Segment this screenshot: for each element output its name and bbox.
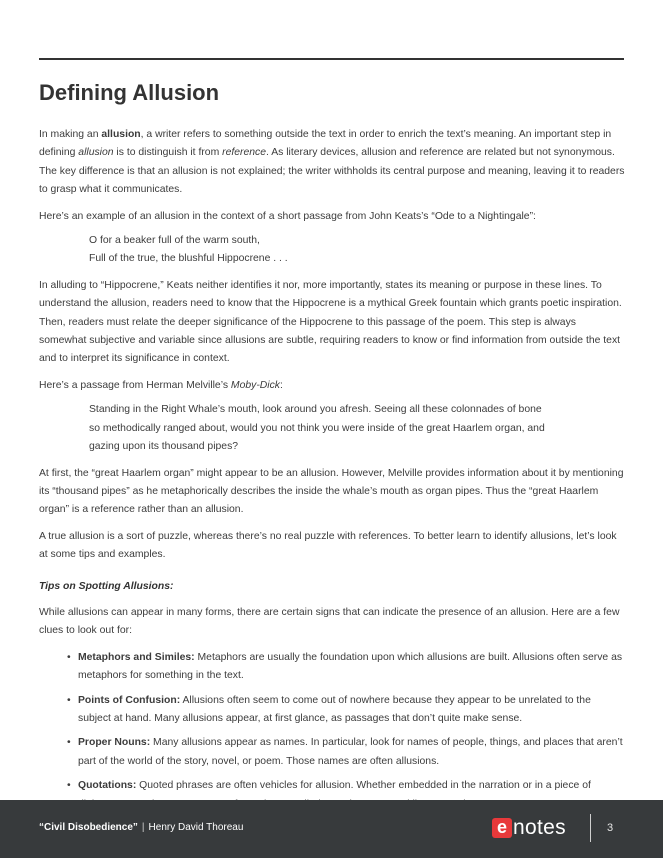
bullet-icon: •: [67, 780, 71, 792]
clues-list: [39, 649, 625, 814]
clue-term: Proper Nouns:: [78, 737, 151, 749]
intro-paragraph: [39, 126, 625, 200]
footer-divider: [590, 814, 591, 842]
melville-quote: [89, 401, 625, 456]
work-title: “Civil Disobedience”: [39, 822, 138, 833]
puzzle-paragraph: A true allusion is a sort of puzzle, whereas there’s no real puzzle with references. To better learn to identify allusions, let’s look at some tips and examples.: [39, 530, 617, 561]
clue-text: Metaphors are usually the foundation upon which allusions are built. Allusions often serve as metaphors for something in the text.: [78, 651, 623, 682]
clue-term: Points of Confusion:: [78, 694, 181, 706]
clue-term: Quotations:: [78, 780, 137, 792]
melville-line: gazing upon its thousand pipes?: [89, 441, 239, 453]
footer-work-info: [39, 822, 243, 833]
clue-term: Metaphors and Similes:: [78, 651, 195, 663]
page-number: 3: [607, 822, 614, 834]
hippocrene-paragraph: In alluding to “Hippocrene,” Keats neither identifies it nor, more importantly, states its meaning or purpose in these lines. To understand the allusion, readers need to know that the Hippocrene is a mythical Greek fountain which grants poetic inspiration. Then, readers must relate the deeper significance of the Hippocrene to this passage of the poem. This step is always somewhat subjective and variable since allusions are subtle, requiring readers to know or find information from outside the text and to interpret its significance in context.: [39, 279, 622, 365]
allusion-term: allusion: [101, 129, 141, 140]
keats-line: O for a beaker full of the warm south,: [89, 235, 260, 247]
bullet-icon: •: [67, 694, 71, 706]
enotes-e-icon: e: [492, 818, 512, 838]
allusion-italic: allusion: [78, 147, 114, 159]
keats-intro-paragraph: Here’s an example of an allusion in the context of a short passage from John Keats’s “Ode to a Nightingale”:: [39, 210, 536, 222]
clue-text: Allusions often seem to come out of nowhere because they appear to be unrelated to the subject at hand. Many allusions appear, at first glance, as passages that don’t quite make sense.: [78, 694, 591, 724]
clue-text: Many allusions appear as names. In particular, look for names of people, things, and places that aren’t part of the world of the story, novel, or poem. Those names are often allusions.: [78, 737, 623, 767]
page-footer: [0, 800, 663, 858]
reference-italic: reference: [222, 147, 267, 159]
melville-intro-colon: :: [280, 379, 283, 391]
author-name: Henry David Thoreau: [148, 822, 244, 833]
document-body: [39, 126, 625, 820]
list-item: [67, 649, 625, 686]
clue-text: Quoted phrases are often vehicles for allusion. Whether embedded in the narration or in a piece of: [139, 780, 591, 792]
footer-separator: |: [141, 822, 145, 833]
melville-line: Standing in the Right Whale’s mouth, look around you afresh. Seeing all these colonnades of bone: [89, 404, 542, 416]
melville-intro-text: Here’s a passage from Herman Melville’s: [39, 379, 231, 391]
melville-line: so methodically ranged about, would you not think you were inside of the great Haarlem organ, and: [89, 422, 545, 434]
page-title: Defining Allusion: [39, 80, 220, 105]
moby-dick-title: Moby-Dick: [230, 379, 280, 391]
intro-text-4: . As literary devices, allusion and reference are related but not synonymous. The key difference is that an allusion is not explained; the writer withholds its central purpose and meaning, leaving it to readers to grasp what it communicates.: [39, 147, 625, 196]
clues-intro-paragraph: While allusions can appear in many forms, there are certain signs that can indicate the presence of an allusion. Here are a few clues to look out for:: [39, 606, 620, 637]
bullet-icon: •: [67, 651, 71, 663]
keats-line: Full of the true, the blushful Hippocrene . . .: [89, 253, 288, 265]
list-item: [67, 692, 625, 729]
enotes-logo-text: notes: [513, 816, 566, 839]
intro-text-2: , a writer refers to something outside the text in order to enrich the text’s meaning. An important step in defining: [39, 129, 612, 159]
bullet-icon: •: [67, 737, 71, 749]
list-item: [67, 734, 625, 771]
melville-intro-paragraph: [39, 377, 625, 395]
haarlem-paragraph: At first, the “great Haarlem organ” might appear to be an allusion. However, Melville provides information about it by mentioning its “thousand pipes” as he metaphorically describes the inside the whale’s mouth as organ pipes. Thus the “great Haarlem organ” is a reference rather than an allusion.: [39, 467, 624, 516]
intro-text-1: In making an: [39, 129, 102, 140]
intro-text-3: is to distinguish it from: [113, 147, 223, 159]
tips-heading: Tips on Spotting Allusions:: [39, 580, 174, 592]
keats-quote: [89, 232, 625, 269]
top-rule: [39, 58, 624, 60]
enotes-logo[interactable]: [492, 816, 566, 840]
